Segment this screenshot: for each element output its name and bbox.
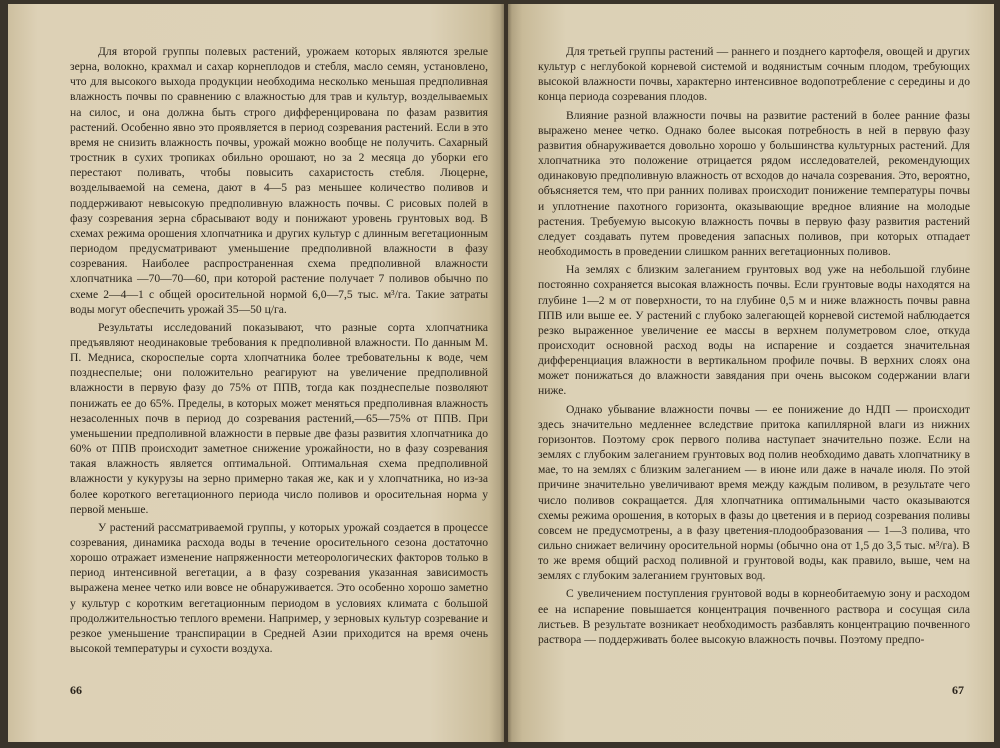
- paragraph: Однако убывание влажности почвы — ее понижение до НДП — происходит здесь значительно медленнее вследствие притока капиллярной влаги из нижних горизонтов. Поэтому срок первого полива наступает значительно позже. Если на землях с глубоким залеганием грунтовых вод полив необходимо давать хлопчатнику в мае, то на землях с близким залеганием — в июне или даже в начале июля. По этой причине значительно увеличивают время между каждым поливом, в результате чего число поливов сокращается. Для хлопчатника оптимальными часто оказываются схемы режима орошения, в которых в фазы до цветения и в период созревания поливы совсем не предусмотрены, а в фазу цветения-плодообразования — 1—3 полива, что сильно снижает величину оросительной нормы (обычно она от 1,5 до 3,5 тыс. м³/га). В то же время общий расход поливной и грунтовой воды, как правило, выше, чем на землях с глубоким залеганием грунтовых вод.: [538, 402, 970, 583]
- right-page: [508, 4, 994, 742]
- paragraph: На землях с близким залеганием грунтовых вод уже на небольшой глубине постоянно сохраняется высокая влажность почвы. Если грунтовые воды находятся на глубине 1—2 м от поверхности, то на глубине 0,5 м и ниже влажность почвы равна ППВ или выше ее. У растений с глубоко залегающей корневой системой наблюдается резко выраженное увеличение ее массы в верхнем полуметровом слое, откуда происходит основной расход воды на испарение и создается значительная дифференциация влажности в вертикальном профиле почвы. В верхних слоях она может понижаться до влажности завядания при очень высоком содержании влаги ниже.: [538, 263, 970, 398]
- paragraph: Для второй группы полевых растений, урожаем которых являются зрелые зерна, волокно, крахмал и сахар корнеплодов и стебля, масло семян, установлено, что для высокого выхода продукции необходима несколько меньшая предполивная влажность почвы по сравнению с влажностью для трав и культур, возделываемых на силос, и она должна быть строго дифференцирована по фазам развития растений. Особенно явно это проявляется в период созревания растений. Если в это время не снизить влажность почвы, урожай можно вообще не получить. Сахарный тростник в сухих тропиках обильно орошают, но за 2 месяца до уборки его перестают поливать, чтобы повысить сахаристость стебля. Люцерне, возделываемой на семена, дают в 4—5 раз меньшее количество поливов и поддерживают невысокую предполивную влажность почвы. С рисовых полей в фазу созревания зерна сбрасывают воду и понижают уровень грунтовых вод. В схемах режима орошения хлопчатника и других культур с длинным вегетационным периодом предусматривают уменьшение предполивной влажности в фазу созревания. Наиболее распространенная схема предполивной влажности хлопчатника —70—70—60, при которой растение получает 7 поливов обычно по схеме 2—4—1 с общей оросительной нормой 6,0—7,5 тыс. м³/га. Такие затраты воды могут обеспечить урожай 35—50 ц/га.: [70, 45, 488, 316]
- paragraph: У растений рассматриваемой группы, у которых урожай создается в процессе созревания, динамика расхода воды в течение оросительного сезона достаточно хорошо отражает изменение напряженности метеорологических факторов только в период интенсивной вегетации, а в фазу созревания указанная зависимость выражена менее четко или вовсе не обнаруживается. Это особенно хорошо заметно у культур с коротким вегетационным периодом в условиях климата с большой продолжительностью теплого времени. Например, у зерновых культур созревание и резкое уменьшение транспирации в Средней Азии приходится на время очень высокой температуры и сухости воздуха.: [70, 520, 488, 656]
- right-page-text: [538, 44, 970, 647]
- paragraph: Для третьей группы растений — раннего и позднего картофеля, овощей и других культур с неглубокой корневой системой и водянистым сочным плодом, требующих высокой влажности почвы, характерно интенсивное водопотребление с середины и до конца периода созревания плодов.: [538, 45, 970, 104]
- paragraph: Результаты исследований показывают, что разные сорта хлопчатника предъявляют неодинаковые требования к предполивной влажности. По данным М. П. Медниса, скороспелые сорта хлопчатника более требовательны к воде, чем позднеспелые; они положительно реагируют на увеличение предполивной влажности в первую фазу до 75% от ППВ, тогда как позднеспелые позволяют понижать ее до 65%. Пределы, в которых может меняться предполивная влажность незасоленных почв в период до созревания растений,—65—75% от ППВ. При уменьшении предполивной влажности в первые две фазы развития хлопчатника до 60% от ППВ происходит заметное снижение урожайности, но в фазу созревания такая влажность является оптимальной. Оптимальная схема предполивной влажности у кукурузы на зерно примерно такая же, как и у хлопчатника, но из-за более короткого вегетационного периода число поливов и оросительная норма у первой меньше.: [70, 320, 488, 516]
- left-page-text: [70, 44, 488, 656]
- left-page: [8, 4, 504, 742]
- paragraph: Влияние разной влажности почвы на развитие растений в более ранние фазы выражено менее четко. Однако более высокая потребность в ней в первую фазу развития обнаруживается довольно хорошо у большинства культурных растений. Для хлопчатника это положение отрицается рядом исследователей, рекомендующих одинаковую предполивную влажность от всходов до начала созревания. Это, вероятно, объясняется тем, что при ранних поливах происходит понижение температуры почвы и уплотнение пахотного горизонта, оказывающие вредное влияние на молодые растения. Требуемую высокую влажность почвы в первую фазу развития растений следует создавать путем проведения запасных поливов, при которых отпадает необходимость в проведении слишком ранних вегетационных поливов.: [538, 108, 970, 259]
- page-number: 66: [70, 683, 82, 697]
- book-gutter: [500, 0, 512, 748]
- page-number: 67: [952, 683, 964, 697]
- paragraph: С увеличением поступления грунтовой воды в корнеобитаемую зону и расходом ее на испарение повышается концентрация почвенного раствора и сосущая сила листьев. В результате возникает необходимость разбавлять концентрацию почвенного раствора — поддерживать более высокую влажность почвы. Поэтому предпо-: [538, 587, 970, 646]
